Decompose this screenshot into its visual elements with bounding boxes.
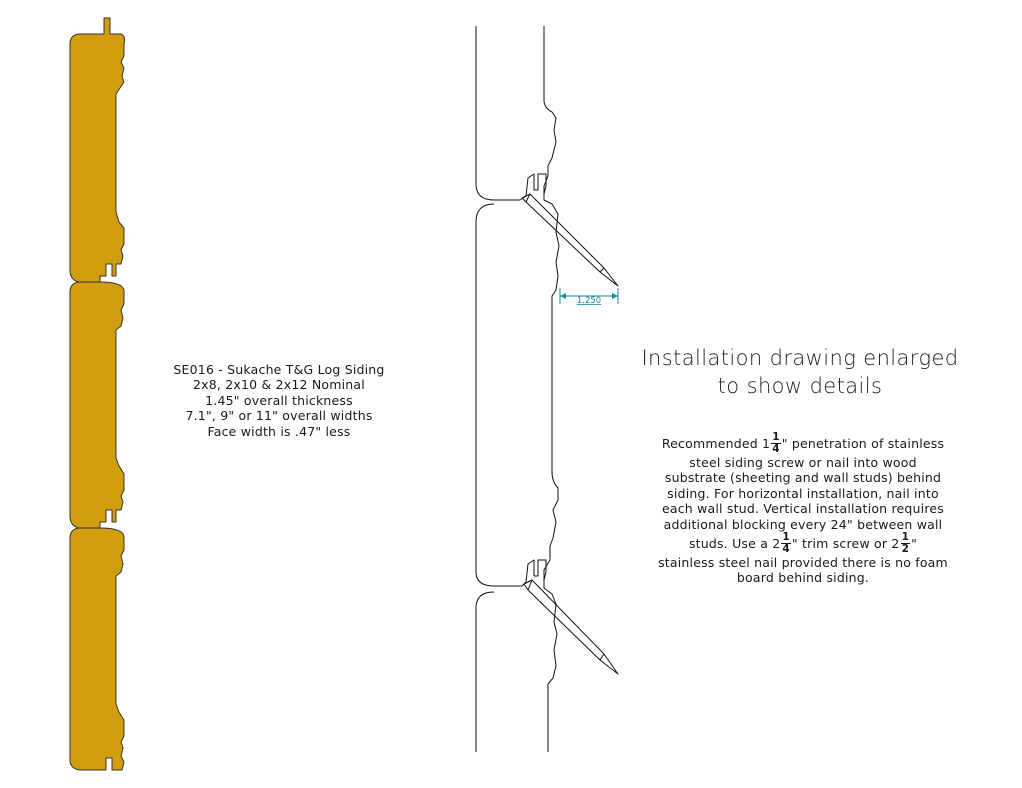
board-back-edge <box>476 26 522 752</box>
notes-text: Recommended 1 <box>661 435 771 451</box>
notes-line-1 <box>648 432 958 455</box>
notes-line-8: stainless steel nail provided there is no foam <box>658 555 948 571</box>
lower-nail-icon <box>524 580 618 674</box>
fraction: $\frac{1}{2}$ <box>901 531 910 556</box>
upper-joint <box>520 174 546 200</box>
notes-line-4: siding. For horizontal installation, nail into <box>667 485 939 501</box>
installation-outline <box>476 26 559 752</box>
notes-line-9: board behind siding. <box>736 570 870 586</box>
notes-line-6: additional blocking every 24" between wall <box>663 516 943 532</box>
siding-board-middle <box>70 282 124 528</box>
installation-title-line2: to show details <box>717 374 883 398</box>
dimension-arrow-right <box>612 293 618 299</box>
dimension-arrow-left <box>560 293 566 299</box>
board-face-edge <box>544 26 559 752</box>
notes-line-7 <box>648 532 958 555</box>
spec-line-widths: 7.1", 9" or 11" overall widths <box>185 408 373 424</box>
spec-line-nominal: 2x8, 2x10 & 2x12 Nominal <box>193 377 365 393</box>
fasteners <box>522 194 618 674</box>
notes-text: " trim screw or 2 <box>791 535 900 551</box>
profile-spec-text <box>150 362 408 439</box>
installation-notes <box>648 432 958 586</box>
spec-line-thickness: 1.45" overall thickness <box>205 392 353 408</box>
fraction: $\frac{1}{4}$ <box>782 531 790 556</box>
notes-text: " <box>911 535 918 551</box>
notes-line-3: substrate (sheeting and wall studs) behind <box>664 470 942 486</box>
notes-line-5: each wall stud. Vertical installation requires <box>661 501 945 517</box>
spec-line-name: SE016 - Sukache T&G Log Siding <box>173 362 385 377</box>
penetration-dimension <box>560 288 618 306</box>
notes-text: " penetration of stainless <box>781 435 945 451</box>
siding-profile-stack <box>70 18 125 770</box>
fraction: $\frac{1}{4}$ <box>772 431 780 455</box>
installation-title-line1: Installation drawing enlarged <box>641 346 959 370</box>
siding-board-top <box>70 18 125 282</box>
notes-text: studs. Use a 2 <box>688 535 781 551</box>
dimension-label: 1.250 <box>576 296 602 306</box>
installation-title <box>628 344 972 400</box>
spec-line-face: Face width is .47" less <box>207 423 351 439</box>
notes-line-2: steel siding screw or nail into wood <box>689 455 917 470</box>
upper-nail-icon <box>522 194 618 286</box>
siding-board-bottom <box>70 528 124 770</box>
